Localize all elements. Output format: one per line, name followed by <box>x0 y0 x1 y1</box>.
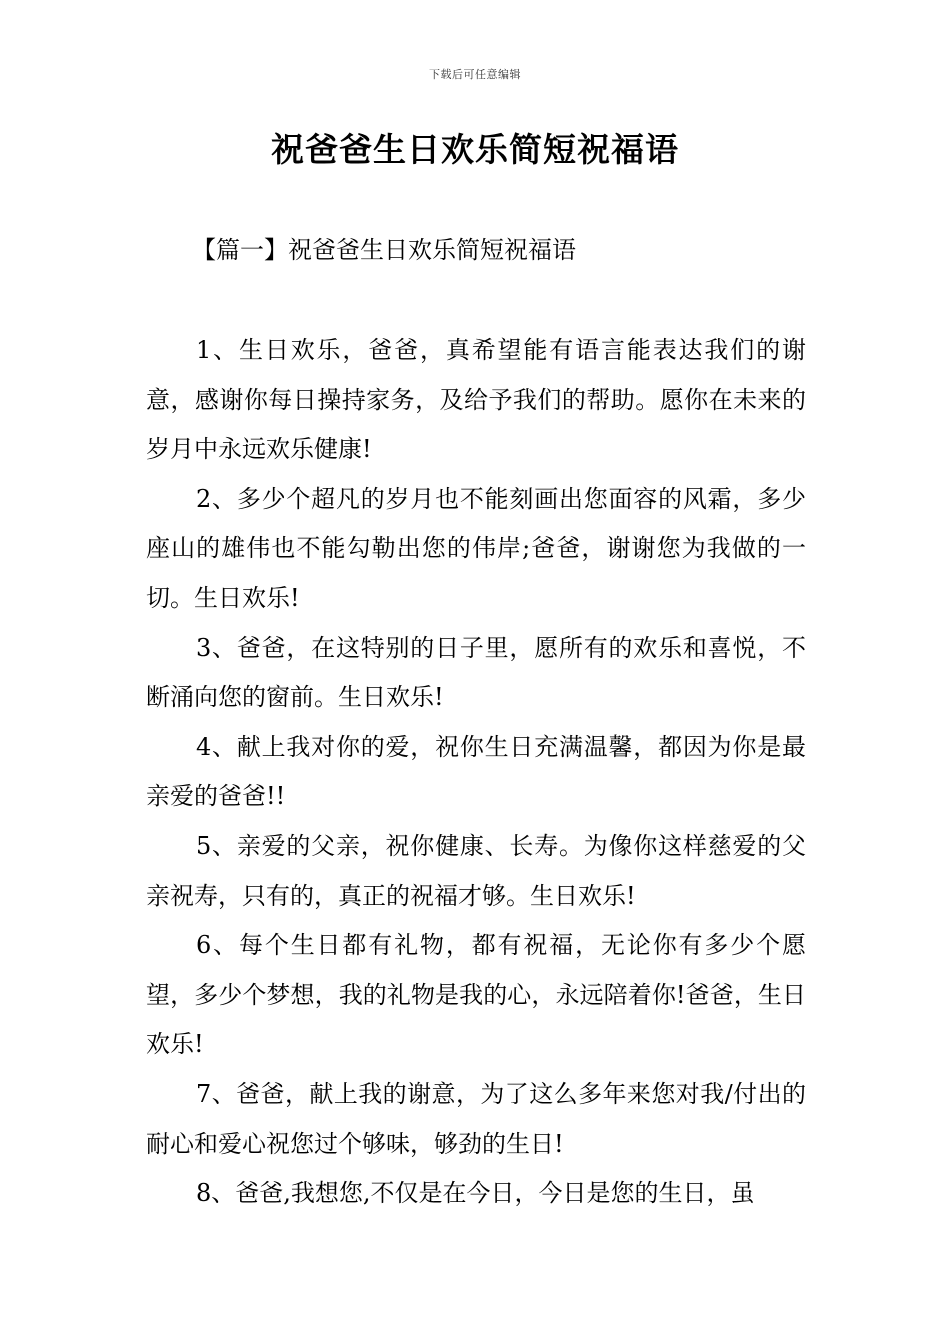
body-text <box>146 326 806 1219</box>
paragraph: 3、爸爸，在这特别的日子里，愿所有的欢乐和喜悦，不断涌向您的窗前。生日欢乐! <box>146 633 806 712</box>
paragraph: 5、亲爱的父亲，祝你健康、长寿。为像你这样慈爱的父亲祝寿，只有的，真正的祝福才够。生日欢乐! <box>146 831 806 910</box>
header-note: 下载后可任意编辑 <box>429 68 521 81</box>
paragraph: 2、多少个超凡的岁月也不能刻画出您面容的风霜，多少座山的雄伟也不能勾勒出您的伟岸;爸爸，谢谢您为我做的一切。生日欢乐! <box>146 484 806 612</box>
section-heading: 【篇一】祝爸爸生日欢乐简短祝福语 <box>192 236 576 264</box>
paragraph: 4、献上我对你的爱，祝你生日充满温馨，都因为你是最亲爱的爸爸!! <box>146 732 806 811</box>
paragraph: 1、生日欢乐，爸爸，真希望能有语言能表达我们的谢意，感谢你每日操持家务，及给予我们的帮助。愿你在未来的岁月中永远欢乐健康! <box>146 336 806 464</box>
paragraph: 7、爸爸，献上我的谢意，为了这么多年来您对我/付出的耐心和爱心祝您过个够味，够劲的生日! <box>146 1079 806 1158</box>
document-title: 祝爸爸生日欢乐简短祝福语 <box>271 130 679 169</box>
paragraph: 8、爸爸,我想您,不仅是在今日，今日是您的生日，虽 <box>196 1179 755 1208</box>
paragraph: 6、每个生日都有礼物，都有祝福，无论你有多少个愿望，多少个梦想，我的礼物是我的心，永远陪着你!爸爸，生日欢乐! <box>146 931 806 1059</box>
